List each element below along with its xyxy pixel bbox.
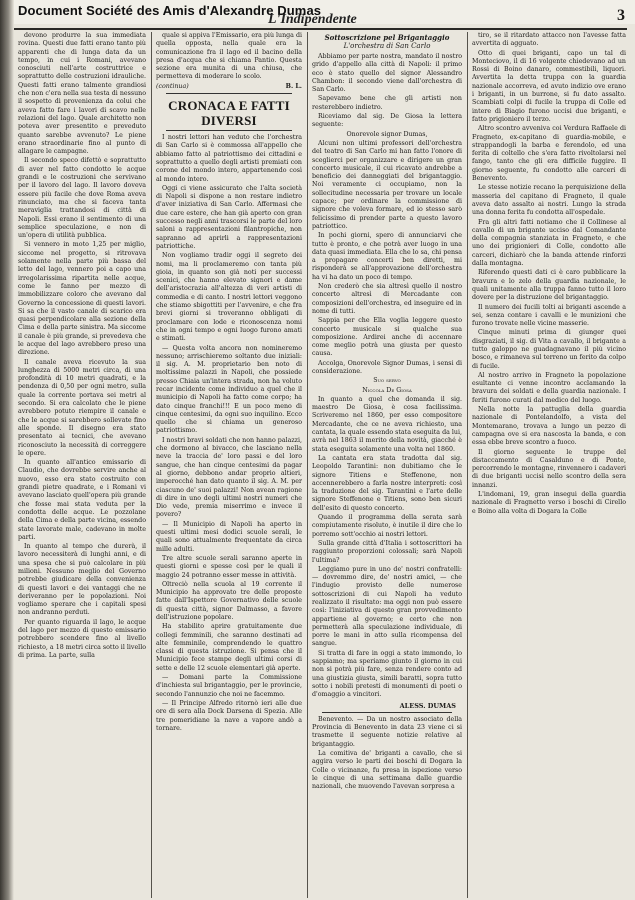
paragraph: In quanto a quel che domanda il sig. maestro De Giosa, è cosa facilissima. Scriveremo nel 1860, per esso compositore Mercadante, che ce ne aveva richiesto, una cantata, la quale essendo stata eseguita da lui, avrà nel 1863 il merito della novità, giacché è stata eseguita solamente una volta nel 1860. bbox=[312, 395, 462, 453]
paragraph: Fra gli altri fatti notiamo che il Collinese al cavallo di un brigante ucciso dal Comandante della compagnia stanziata in Fragneto, e che uno dei prigionieri di Colle, condotto alle carceri, dichiarò che la banda attende rinforzi dalla montagna. bbox=[472, 218, 626, 268]
column-divider bbox=[467, 32, 468, 898]
page-number: 3 bbox=[617, 7, 625, 24]
header-rule bbox=[14, 28, 627, 30]
paragraph: — Il Principe Alfredo ritornò ieri alle due ore di sera alla Dock Darsena di Spezia. Alle tre pomeridiane la nave a vapore andò a tornare. bbox=[156, 699, 302, 732]
letter-signature: Niccola De Giosa bbox=[362, 386, 412, 394]
letter-paragraph: Non crederò che sia altresì quello il nostro concerto altresì di Mercadante con composizioni dell'orchestra, ed inseguire ed in nome di tutti. bbox=[312, 283, 462, 315]
paragraph: Il giorno seguente le truppe del distaccamento di Casalduno e di Ponte, percorrendo le montagne, rinvennero i cadaveri di due briganti uccisi nello scontro della sera innanzi. bbox=[472, 448, 626, 489]
paragraph: Il secondo speco difettò e soprattutto di aver nel fatto condotto le acque grandi e le costruzioni che servivano per il lavoro del lago. Il lavoro doveva essere più facile che dove Roma aveva rinunciato, ma che si faceva tanta meraviglia trattandosi di città di Napoli. Essi erano il sentimento di una semplice speculazione, e non di un'opera di utilità pubblica. bbox=[18, 157, 146, 240]
paragraph: Nella notte la pattuglia della guardia nazionale di Pontelandolfo, a vista del Montemarano, trovava a lungo un pezzo di campagna ove si era nascosta la banda, e con essa ebbe breve scontro a fuoco. bbox=[472, 406, 626, 447]
paragraph: In quanto al tempo che durerà, il lavoro necessiterà di lunghi anni, e di una spesa che si può calcolare in più milioni. Nessuno meglio del Governo potrebbe giudicare della convenienza di questi lavori e dei vantaggi che ne deriveranno per le popolazioni. Noi vogliamo sperare che i capitali spesi non andranno perduti. bbox=[18, 543, 146, 617]
paragraph: Non vogliamo tradir oggi il segreto dei nomi, ma li proclameremo con tanta più gioia, in quanto son già noti per successi scenici, che hanno elevato signori e dame dell'aristocrazia all'altezza di veri artisti di commedia e di canto. I nostri lettori veggono che stiamo sbigottiti per l'avvenire, e che fra brevi giorni si troveranno obbligati di proclamare con lode e riconoscenza nomi che in ogni tempo e ogni luogo furono amati e stimati. bbox=[156, 252, 302, 343]
paragraph: — Il Municipio di Napoli ha aperto in questi ultimi mesi dodici scuole serali, le quali sono attualmente frequentate da circa mille adulti. bbox=[156, 520, 302, 553]
section-divider bbox=[322, 712, 452, 713]
paragraph: La cantata era stata tradotta dal sig. Leopoldo Tarantini: non dubitiamo che le signore Titiens e Steffenone, non accennerebbero a farla nostre interpreti: così la traduzione del sig. Tarantini e l'arte delle signore Steffenone e Titiens, sono ben sicuri dell'esito di questo concerto. bbox=[312, 454, 462, 512]
subscription-heading: Sottoscrizione pel Brigantaggio bbox=[324, 33, 450, 42]
paragraph: Oggi ci viene assicurato che l'alta società di Napoli si dispone a non restare indietro d'aver iniziativa di San Carlo. Affermasi che due care estere, che han già aperto con gran successo negli anni trascorsi le parte del loro saloni a rappresentazioni filantropiche, non sapranno ad aprirli a rappresentazioni patriottiche. bbox=[156, 184, 302, 250]
letter-paragraph: Accolga, Onorevole Signor Dumas, i sensi di considerazione. bbox=[312, 359, 462, 375]
paragraph: Ha stabilito aprire gratuitamente due collegi femminili, che saranno destinati ad alte femminile, comprendendo le quattro classi di questa istruzione. Si pensa che il Municipio fece stampe degli ultimi corsi di sette e delle 12 scuole elementari già aperte. bbox=[156, 623, 302, 672]
author-initials: B. L. bbox=[285, 82, 302, 90]
section-title: CRONACA E FATTI DIVERSI bbox=[168, 98, 290, 129]
paragraph: Abbiamo per parte nostra, mandato il nostro grido d'appello alla città di Napoli: il primo eco è stato quello del signor Alessandro Chambon: il secondo viene dall'orchestra di San Carlo. bbox=[312, 53, 462, 94]
letter-paragraph: Alcuni non ultimi professori dell'orchestra del teatro di San Carlo mi han fatto l'onore di sceglierci per organizzare e dirigere un gran concerto musicale, il cui ricavato andrebbe a beneficio dei danneggiati del brigantaggio. Noi veramente ci occupiamo, non la sollecitudine necessaria per trovare un locale capace; per ordinare la commissione di signore che voleva formare, ed io stesso sarò felicissimo di prender parte a questo lavoro patriottico. bbox=[312, 139, 462, 230]
paragraph: Quando il programma della serata sarà compiutamente risoluto, è inutile il dire che lo porremo sott'occhio ai nostri lettori. bbox=[312, 514, 462, 538]
author-signature: ALESS. DUMAS bbox=[399, 701, 456, 710]
paragraph: Al nostro arrivo in Fragneto la popolazione esultante ci venne incontro acclamando la bravura dei soldati e della guardia nazionale. I feriti furono curati dal medico del luogo. bbox=[472, 371, 626, 404]
paragraph: Le stesse notizie recano la perquisizione della masseria del capitano di Fragneto, il quale aveva dato assalto ai nostri. Lungo la strada una donna ferita fu condotta all'ospedale. bbox=[472, 184, 626, 217]
column-2 bbox=[156, 32, 302, 898]
paragraph: I nostri bravi soldati che non hanno palazzi, che dormono al bivacco, che lasciano nella neve la traccia de' loro passi e del loro sangue, che han cinque centesimi da pagar al giorno, debbono andar proprio altieri, imperocché han dato quanto il sig. A. M. per ciascuno de' suoi palazzi! Non avean ragione di dire in uno degli ultimi nostri numeri che Dio vede, premia miserrimo e invece il povero? bbox=[156, 436, 302, 519]
paragraph: Si vennero in moto 1,25 per miglio, siccome nel progetto, si ritrovava solamente nella parte più bassa del letto del lago, vennero poi a capo una irregolarissima ripartita nelle acque, come le fanno per mezzo di immobilizzare coloro che avevano dal Governo la concessione di questi lavori. Si sa che il vasto canale di scarico era quasi perpendicolare alla sezione della Cima e della parte sinistra. Ma siccome il canale è più grande, si prevedeva che le acque del lago avrebbero preso una direzione. bbox=[18, 241, 146, 357]
paragraph: Si tratta di fare in oggi a stato immondo, lo sappiamo; ma speriamo giunto il giorno in cui non si potrà più fare, senza rendere conto ad una giustizia giusta, simili baratti, sopra tutto sotto i nobili pretesti di monumenti di poeti o d'omaggio a vincitori. bbox=[312, 649, 462, 699]
section-divider bbox=[166, 93, 292, 94]
paragraph: Leggiamo pure in uno de' nostri confratelli: — dovremmo dire, de' nostri amici, — che l'indugio provisto delle numerose sottoscrizioni di cui Napoli ha veduto realizzato il risultato: ma oggi non può essere così: l'iniziativa di questo gran provvedimento appartiene al governo; e certo che non permetterà alla speculazione individuale, di porre le mani in atto sulla ricompensa del sangue. bbox=[312, 565, 462, 648]
letter-paragraph: In pochi giorni, spero di annunciarvi che tutto è pronto, e che potrà aver luogo in una data quasi immediata. Ella che lo sa, chi pensa a propagare concerti ben diretti, mi risponderà se all'approvazione dell'orchestra ha vi ha dato un poco di tempo. bbox=[312, 232, 462, 281]
paragraph: Per quanto riguarda il lago, le acque del lago per mezzo di questo emissario potrebbero scendere fino al livello richiesto, a 18 metri circa sotto il livello di prima. La parte, sulla bbox=[18, 618, 146, 659]
paragraph: Riceviamo dal sig. De Giosa la lettera seguente: bbox=[312, 113, 462, 129]
letter-closing: Suo servo bbox=[373, 377, 401, 385]
paragraph: quale si appiva l'Emissario, era più lunga di quella opposta, nella quale era la comunicazione fra il lago ed il bacino della presa d'acqua che si chiama Pantio. Questa sezione era munita di una chiusa, che permetteva di moderare lo scolo. bbox=[156, 32, 302, 81]
section-divider bbox=[166, 130, 292, 131]
paragraph: Altro scontro avveniva coi Verdura Raffaele di Fragneto, ex-capitano di guardia-mobile, e strappandogli la barba e ferendolo, ed una ferita di coltello che s'era fatto rivoltolarsi nel fango, tanto che gli era difficile fuggire. Il giorno seguente, fu condotto alle carceri di Benevento. bbox=[472, 125, 626, 183]
column-divider bbox=[307, 32, 308, 898]
paragraph: Riferendo questi dati ci è caro pubblicare la bravura e lo zelo della guardia nazionale, le quali unitamente alla truppa fanno tutto il loro dovere per la distruzione del brigantaggio. bbox=[472, 269, 626, 302]
paragraph: Sulla grande città d'Italia i sottoscrittori ha raggiunto proporzioni colossali; sarà Napoli l'ultima? bbox=[312, 539, 462, 564]
paragraph: devono produrre la sua immediata rovina. Questi due fatti erano tanto più apparenti che di lunga data da un tempo, in cui i Romani, avevano conosciuti nell'arte costruttrice e soprattutto delle costruzioni idrauliche. Questi fatti erano talmente grandiosi che non c'era nella sua testa di nessuno il sospetto di provenienza da colui che aveva fatto fare i lavori di scavo nelle relazioni del lago. Quale architetto non poteva aver presentito e preveduto quanto sarebbe avvenuto? Le piene erano straordinarie fino al punto di allagare le campagne. bbox=[18, 32, 146, 156]
column-divider bbox=[151, 32, 152, 898]
paragraph: In quanto all'antico emissario di Claudio, che dovrebbe servire anche al nuovo, esso era stato costruito con grandi pietre quadrate, e i Romani vi avevano lasciato quell'opera più grande che fosse mai stata veduta per la condotta delle acque. Le pozzolane della Cima e della parte vicina, essendo state lavorate male, cadevano in molte parti. bbox=[18, 459, 146, 541]
paragraph: Oltreciò nella scuola al 19 corrente il Municipio ha approvato tre delle proposte fatte dall'Ispettore Governativo delle scuole di questa città, signor Dalmasso, a favore dell'istruzione popolare. bbox=[156, 580, 302, 621]
paragraph: Otto di quei briganti, capo un tal di Monteciovo, il di 16 volgente chiedevano ad un Rossi di Boino danaro, commestibili, liquori. Avvertita la detta truppa con la guardia nazionale accorreva, ed avuto indizio ove erano i briganti, in un burrone, si fu dato assalto. Scambiati colpi di fucile la truppa di Colle ed intere di Biagio furono uccisi due briganti, e fatto prigioniero il terzo. bbox=[472, 49, 626, 123]
paragraph: — Questa volta ancora non nomineremo nessuno; arrischieremo soltanto due iniziali: il sig. A. M. proprietario ben noto di moltissime palazzi in Napoli, che possiede presso Chiaia un'intera strada, non ha voluto recar incidente come individuo a quel che il municipio di Napoli ha fatto come corpo; ha dato cinque franchi!!! E un poco meno di cinque centesimi, da ogni suo inquilino. Ecco quello che si chiama un generoso patriottismo. bbox=[156, 344, 302, 435]
binding-shadow bbox=[0, 0, 14, 900]
column-1 bbox=[18, 32, 146, 898]
document-title: Document Société des Amis d'Alexandre Dumas bbox=[18, 3, 322, 18]
column-3 bbox=[312, 32, 462, 898]
column-4 bbox=[472, 32, 626, 898]
paragraph: Il numero dei fucili tolti ai briganti ascende a sei, senza contare i cavalli e le munizioni che furono trovate nelle vicine masserie. bbox=[472, 303, 626, 328]
paragraph: Tre altre scuole serali saranno aperte in questi giorni e spesse così per le quali il maggio 24 potranno esser messe in attività. bbox=[156, 554, 302, 579]
letter-paragraph: Sappia per che Ella voglia leggere questo concerto musicale si qualche sua composizione. Ardirei anche di accennare come meglio potrà una giusta per questo causa. bbox=[312, 317, 462, 358]
news-paragraph: La comitiva de' briganti a cavallo, che si aggira verso le parti dei boschi di Dogara la Colle o vicinanze, fu presa in ispezione verso le cinque di una settimana dalle guardie nazionali, che muovendo l'avevan sorpresa a bbox=[312, 750, 462, 791]
subscription-subtitle: L'orchestra di San Carlo bbox=[343, 42, 431, 50]
paragraph: Cinque minuti prima di giunger quei disgraziati, il sig. di Vita a cavallo, il brigante a tutto galoppo ne guadagnavano il più vicino bosco, e rimaneva sul terreno un ferito da colpo di fucile. bbox=[472, 329, 626, 370]
continued-line bbox=[156, 83, 302, 91]
newspaper-masthead: L'Indipendente bbox=[268, 12, 357, 27]
paragraph: tiro, se il ritardato attacco non l'avesse fatta avvertita di agguato. bbox=[472, 32, 626, 48]
paragraph: I nostri lettori han veduto che l'orchestra di San Carlo si è commossa all'appello che abbiamo fatto al patriottismo dei cittadini e soprattutto a quello degli artisti premiati con corone del mondo intero, appartenendo così al mondo intero. bbox=[156, 134, 302, 183]
news-paragraph: Benevento. — Da un nostro associato della Provincia di Benevento in data 23 viene ci si trasmette il seguente notizie relative al brigantaggio. bbox=[312, 715, 462, 748]
paragraph: — Domani parte la Commissione d'inchiesta sul brigantaggio, per le provincie, secondo l'annunzio che noi ne facemmo. bbox=[156, 674, 302, 698]
paragraph: L'indomani, 19, gran insegui della guardia nazionale di Fragnetto verso i boschi di Cirello e Boino alla volta di Dogara la Colle bbox=[472, 491, 626, 515]
paragraph: Il canale aveva ricevuto la sua lunghezza di 5000 metri circa, di una profondità di 10 metri quadrati, e la pendenza di 0,50 per ogni metro, sulla quale la corrente portava sei metri al secondo. Si era calcolato che le piene avrebbero potuto riempire il canale e che le acque si sarebbero sollevate fino alle sponde. Il disegno era stato presentato ai tecnici, che avevano riconosciuto la necessità di correggere le opere. bbox=[18, 358, 146, 457]
letter-salutation: Onorevole signor Dumas, bbox=[346, 130, 428, 138]
paragraph: Sapevamo bene che gli artisti non resterebbero indietro. bbox=[312, 95, 462, 111]
continued-label: (continua) bbox=[156, 82, 189, 90]
